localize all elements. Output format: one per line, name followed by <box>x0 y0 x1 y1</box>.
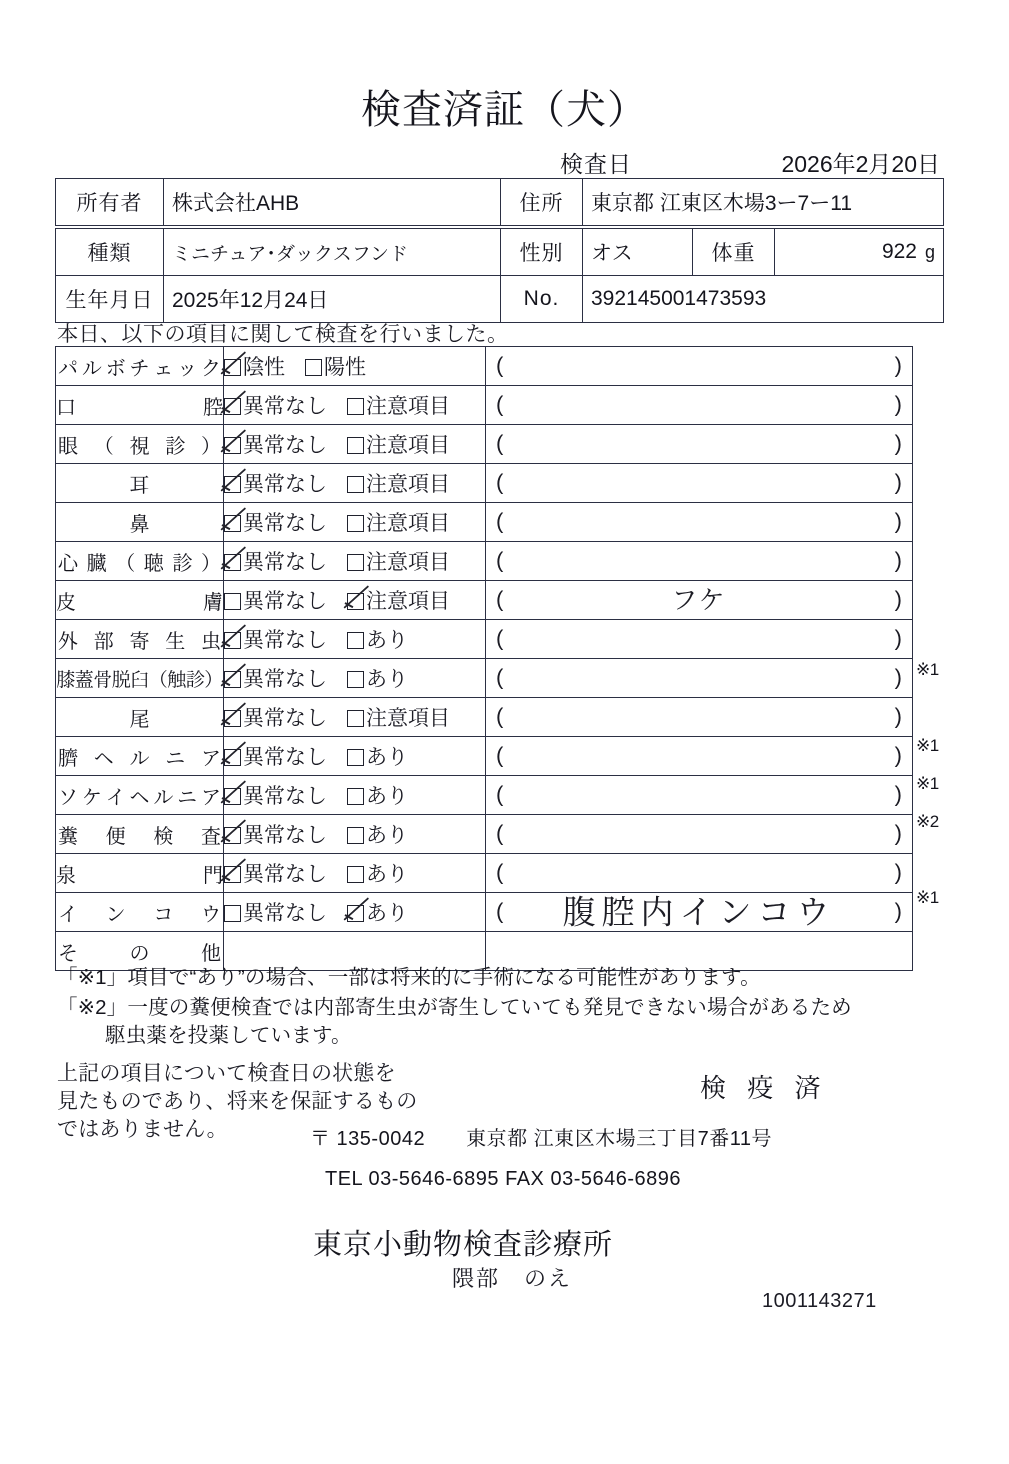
footnote-2-line-2: 駆虫薬を投薬しています。 <box>105 1024 352 1047</box>
paren-right: ) <box>894 898 902 924</box>
checklist-note-field[interactable] <box>486 893 913 932</box>
owner-table <box>55 178 944 226</box>
footnote-1: 「※1」項目で“あり”の場合、一部は将来的に手術になる可能性があります。 <box>57 966 761 989</box>
paren-left: ( <box>496 703 504 729</box>
paren-right: ) <box>894 742 902 768</box>
checkbox-option-label: 陽性 <box>324 356 366 379</box>
checkbox-option-label: 異常なし <box>243 395 327 418</box>
footnote-2-line-1: 「※2」一度の糞便検査では内部寄生虫が寄生していても発見できない場合があるため <box>57 996 852 1019</box>
checkbox-option-label: 異常なし <box>243 434 327 457</box>
checkmark-icon[interactable] <box>224 554 241 571</box>
checkmark-icon[interactable] <box>347 905 364 922</box>
checkbox-option-b[interactable] <box>347 507 450 537</box>
checkbox-option-label: あり <box>366 785 408 808</box>
weight-unit: g <box>924 242 935 262</box>
quarantine-stamp: 検 疫 済 <box>700 1073 828 1103</box>
paren-left: ( <box>496 625 504 651</box>
paren-left: ( <box>496 664 504 690</box>
checklist-options <box>224 659 486 698</box>
footnote-marker: ※2 <box>916 812 939 831</box>
checklist-row <box>56 542 913 581</box>
paren-left: ( <box>496 586 504 612</box>
paren-right: ) <box>894 352 902 378</box>
handwritten-note: フケ <box>671 586 727 617</box>
checklist-row <box>56 698 913 737</box>
checkmark-icon[interactable] <box>224 476 241 493</box>
paren-left: ( <box>496 469 504 495</box>
checklist-row <box>56 659 913 698</box>
checkbox-option-label: 注意項目 <box>366 590 450 613</box>
paren-right: ) <box>894 703 902 729</box>
checkbox-option-label: 異常なし <box>243 707 327 730</box>
footnote-marker: ※1 <box>916 736 939 755</box>
checklist-options <box>224 854 486 893</box>
paren-right: ) <box>894 469 902 495</box>
checkbox-option-a[interactable] <box>224 741 327 771</box>
checklist-item-label: 口 腔 <box>56 386 224 425</box>
checklist-options <box>224 737 486 776</box>
checkbox-option-a[interactable] <box>224 702 327 732</box>
disclaimer-line-2: 見たものであり、将来を保証するもの <box>57 1090 418 1113</box>
inspection-checklist-table <box>55 346 913 971</box>
checklist-item-label: 眼 （ 視 診 ） <box>56 425 224 464</box>
paren-left: ( <box>496 352 504 378</box>
clinic-tel-fax: TEL 03-5646-6895 FAX 03-5646-6896 <box>325 1168 682 1190</box>
checkbox-option-label: 注意項目 <box>366 512 450 535</box>
address-label: 住所 <box>501 179 583 226</box>
birthdate-label: 生年月日 <box>56 276 164 323</box>
checkbox-icon[interactable] <box>347 749 364 766</box>
animal-number-value: 392145001473593 <box>583 276 944 323</box>
checklist-note-field[interactable] <box>486 620 913 659</box>
checkmark-icon[interactable] <box>224 632 241 649</box>
checklist-row <box>56 581 913 620</box>
checkbox-option-label: 注意項目 <box>366 473 450 496</box>
paren-right: ) <box>894 781 902 807</box>
checkbox-icon[interactable] <box>347 671 364 688</box>
sex-value: オス <box>583 229 693 276</box>
animal-number-label: No. <box>501 276 583 323</box>
breed-label: 種類 <box>56 229 164 276</box>
checkbox-icon[interactable] <box>347 515 364 532</box>
checkbox-option-b[interactable] <box>305 351 366 381</box>
checkbox-option-label: 陰性 <box>243 356 285 379</box>
paren-right: ) <box>894 547 902 573</box>
table-row <box>56 229 944 276</box>
checklist-note-field[interactable] <box>486 503 913 542</box>
exam-date-value: 2026年2月20日 <box>781 151 940 177</box>
weight-value: 922 <box>881 240 917 263</box>
address-value: 東京都 江東区木場3ー7ー11 <box>583 179 944 226</box>
checkbox-icon[interactable] <box>347 866 364 883</box>
checklist-intro: 本日、以下の項目に関して検査を行いました。 <box>57 323 509 346</box>
checkmark-icon[interactable] <box>224 710 241 727</box>
checkbox-option-label: 異常なし <box>243 473 327 496</box>
paren-right: ) <box>894 859 902 885</box>
paren-left: ( <box>496 430 504 456</box>
checkbox-option-label: 異常なし <box>243 590 327 613</box>
checklist-row <box>56 893 913 932</box>
checklist-options <box>224 893 486 932</box>
paren-right: ) <box>894 625 902 651</box>
table-row <box>56 179 944 226</box>
sex-label: 性別 <box>501 229 583 276</box>
checklist-item-label: 心 臓 （ 聴 診 ） <box>56 542 224 581</box>
checklist-item-label: ソ ケ イ ヘ ル ニ ア <box>56 776 224 815</box>
checkmark-icon[interactable] <box>224 437 241 454</box>
checklist-row <box>56 503 913 542</box>
checklist-options <box>224 815 486 854</box>
checkbox-icon[interactable] <box>347 554 364 571</box>
checkbox-icon[interactable] <box>347 632 364 649</box>
checklist-note-field[interactable] <box>486 542 913 581</box>
checkbox-option-b[interactable] <box>347 546 450 576</box>
checkbox-option-b[interactable] <box>347 468 450 498</box>
checklist-item-label: 鼻 <box>56 503 224 542</box>
checkbox-option-label: 異常なし <box>243 551 327 574</box>
checklist-item-label: イ ン コ ウ <box>56 893 224 932</box>
disclaimer-line-3: ではありません。 <box>57 1118 228 1141</box>
checkbox-option-a[interactable] <box>224 858 327 888</box>
checkbox-icon[interactable] <box>347 398 364 415</box>
checkbox-option-label: 異常なし <box>243 512 327 535</box>
owner-value: 株式会社AHB <box>164 179 501 226</box>
paren-left: ( <box>496 508 504 534</box>
disclaimer-line-1: 上記の項目について検査日の状態を <box>57 1062 396 1085</box>
checkbox-option-b[interactable] <box>347 663 408 693</box>
paren-right: ) <box>894 391 902 417</box>
checkbox-option-label: あり <box>366 629 408 652</box>
clinic-postal-address: 〒 135-0042 東京都 江東区木場三丁目7番11号 <box>310 1128 773 1150</box>
checkbox-icon[interactable] <box>224 905 241 922</box>
checklist-options <box>224 503 486 542</box>
paren-left: ( <box>496 742 504 768</box>
checkmark-icon[interactable] <box>224 827 241 844</box>
owner-label: 所有者 <box>56 179 164 226</box>
checkbox-icon[interactable] <box>347 710 364 727</box>
checkmark-icon[interactable] <box>224 749 241 766</box>
checklist-note-field[interactable] <box>486 659 913 698</box>
checkmark-icon[interactable] <box>224 359 241 376</box>
checklist-options <box>224 620 486 659</box>
checklist-options <box>224 581 486 620</box>
checkbox-option-label: 異常なし <box>243 902 327 925</box>
checkbox-option-b[interactable] <box>347 741 408 771</box>
checkbox-option-a[interactable] <box>224 624 327 654</box>
footnote-marker: ※1 <box>916 660 939 679</box>
checkbox-option-a[interactable] <box>224 819 327 849</box>
paren-left: ( <box>496 547 504 573</box>
checklist-options <box>224 386 486 425</box>
checkbox-option-label: 注意項目 <box>366 707 450 730</box>
animal-table <box>55 228 944 323</box>
paren-right: ) <box>894 820 902 846</box>
checkmark-icon[interactable] <box>224 398 241 415</box>
checkmark-icon[interactable] <box>224 671 241 688</box>
paren-right: ) <box>894 664 902 690</box>
breed-value: ミニチュア･ダックスフンド <box>164 229 501 276</box>
checklist-item-label: そ の 他 <box>56 932 224 971</box>
checkbox-option-a[interactable] <box>224 429 327 459</box>
checklist-item-label: 膝蓋骨脱臼（触診） <box>56 659 224 698</box>
checklist-item-label: 皮 膚 <box>56 581 224 620</box>
checkbox-option-label: 注意項目 <box>366 434 450 457</box>
paren-left: ( <box>496 859 504 885</box>
document-number: 1001143271 <box>762 1290 877 1312</box>
clinic-name: 東京小動物検査診療所 <box>313 1229 614 1261</box>
checklist-note-field[interactable] <box>486 698 913 737</box>
checkbox-option-label: 異常なし <box>243 863 327 886</box>
exam-date-label: 検査日 <box>560 151 632 177</box>
checkmark-icon[interactable] <box>347 593 364 610</box>
checklist-note-field[interactable] <box>486 347 913 386</box>
checklist-options <box>224 776 486 815</box>
checklist-note-field[interactable] <box>486 464 913 503</box>
checkbox-option-a[interactable] <box>224 507 327 537</box>
checkbox-option-a[interactable] <box>224 897 327 927</box>
paren-left: ( <box>496 391 504 417</box>
checklist-item-label: 外 部 寄 生 虫 <box>56 620 224 659</box>
checklist-options <box>224 347 486 386</box>
checklist-options <box>224 698 486 737</box>
checklist-item-label: 臍 ヘ ル ニ ア <box>56 737 224 776</box>
checkbox-icon[interactable] <box>305 359 322 376</box>
checkbox-option-label: あり <box>366 902 408 925</box>
checklist-row <box>56 386 913 425</box>
checklist-note-field[interactable] <box>486 386 913 425</box>
checklist-note-field[interactable] <box>486 776 913 815</box>
checkbox-option-b[interactable] <box>347 897 408 927</box>
checklist-note-field[interactable] <box>486 581 913 620</box>
footnote-marker: ※1 <box>916 774 939 793</box>
veterinarian-name: 隈部 のえ <box>452 1266 573 1291</box>
checkbox-option-label: 異常なし <box>243 785 327 808</box>
checkbox-option-b[interactable] <box>347 858 408 888</box>
checkbox-option-b[interactable] <box>347 429 450 459</box>
checkbox-option-a[interactable] <box>224 585 327 615</box>
weight-label: 体重 <box>693 229 775 276</box>
checkbox-icon[interactable] <box>224 593 241 610</box>
paren-right: ) <box>894 586 902 612</box>
checkbox-option-a[interactable] <box>224 351 285 381</box>
checkbox-option-label: 異常なし <box>243 668 327 691</box>
table-row <box>56 276 944 323</box>
checklist-note-field[interactable] <box>486 425 913 464</box>
checkbox-option-label: 異常なし <box>243 824 327 847</box>
checklist-row <box>56 620 913 659</box>
birthdate-value: 2025年12月24日 <box>164 276 501 323</box>
checkbox-option-label: あり <box>366 824 408 847</box>
paren-left: ( <box>496 820 504 846</box>
checkbox-option-b[interactable] <box>347 585 450 615</box>
checkbox-option-label: 注意項目 <box>366 395 450 418</box>
checkbox-option-b[interactable] <box>347 819 408 849</box>
checkbox-option-a[interactable] <box>224 780 327 810</box>
checkbox-icon[interactable] <box>347 437 364 454</box>
checklist-row <box>56 815 913 854</box>
exam-date-line <box>560 146 940 179</box>
checkbox-option-label: 異常なし <box>243 629 327 652</box>
checkbox-option-label: 異常なし <box>243 746 327 769</box>
paren-left: ( <box>496 898 504 924</box>
checkbox-option-b[interactable] <box>347 702 450 732</box>
checklist-item-label: 耳 <box>56 464 224 503</box>
checkbox-option-a[interactable] <box>224 546 327 576</box>
checkbox-option-label: あり <box>366 668 408 691</box>
page-title: 検査済証（犬） <box>361 88 648 132</box>
checklist-options <box>224 464 486 503</box>
checklist-row <box>56 425 913 464</box>
checkmark-icon[interactable] <box>224 515 241 532</box>
checkbox-option-a[interactable] <box>224 468 327 498</box>
checklist-note-field[interactable] <box>486 815 913 854</box>
paren-right: ) <box>894 508 902 534</box>
checkmark-icon[interactable] <box>224 866 241 883</box>
weight-value-cell <box>775 229 944 276</box>
checkbox-option-b[interactable] <box>347 780 408 810</box>
checkbox-option-label: 注意項目 <box>366 551 450 574</box>
checklist-row <box>56 464 913 503</box>
checkbox-icon[interactable] <box>347 476 364 493</box>
checklist-item-label: パ ル ボ チ ェ ッ ク <box>56 347 224 386</box>
checklist-item-label: 泉 門 <box>56 854 224 893</box>
checkbox-option-a[interactable] <box>224 663 327 693</box>
checklist-row <box>56 347 913 386</box>
checklist-row <box>56 737 913 776</box>
checklist-options <box>224 542 486 581</box>
checklist-row <box>56 776 913 815</box>
checkbox-option-label: あり <box>366 746 408 769</box>
checklist-item-label: 糞 便 検 査 <box>56 815 224 854</box>
handwritten-note: 腹腔内インコウ <box>562 892 836 932</box>
checkbox-option-label: あり <box>366 863 408 886</box>
checklist-item-label: 尾 <box>56 698 224 737</box>
checkbox-icon[interactable] <box>347 788 364 805</box>
checkbox-option-b[interactable] <box>347 624 408 654</box>
footnote-marker: ※1 <box>916 888 939 907</box>
checkbox-option-b[interactable] <box>347 390 450 420</box>
checkmark-icon[interactable] <box>224 788 241 805</box>
paren-left: ( <box>496 781 504 807</box>
checkbox-option-a[interactable] <box>224 390 327 420</box>
checklist-options <box>224 425 486 464</box>
checklist-note-field[interactable] <box>486 737 913 776</box>
checkbox-icon[interactable] <box>347 827 364 844</box>
paren-right: ) <box>894 430 902 456</box>
